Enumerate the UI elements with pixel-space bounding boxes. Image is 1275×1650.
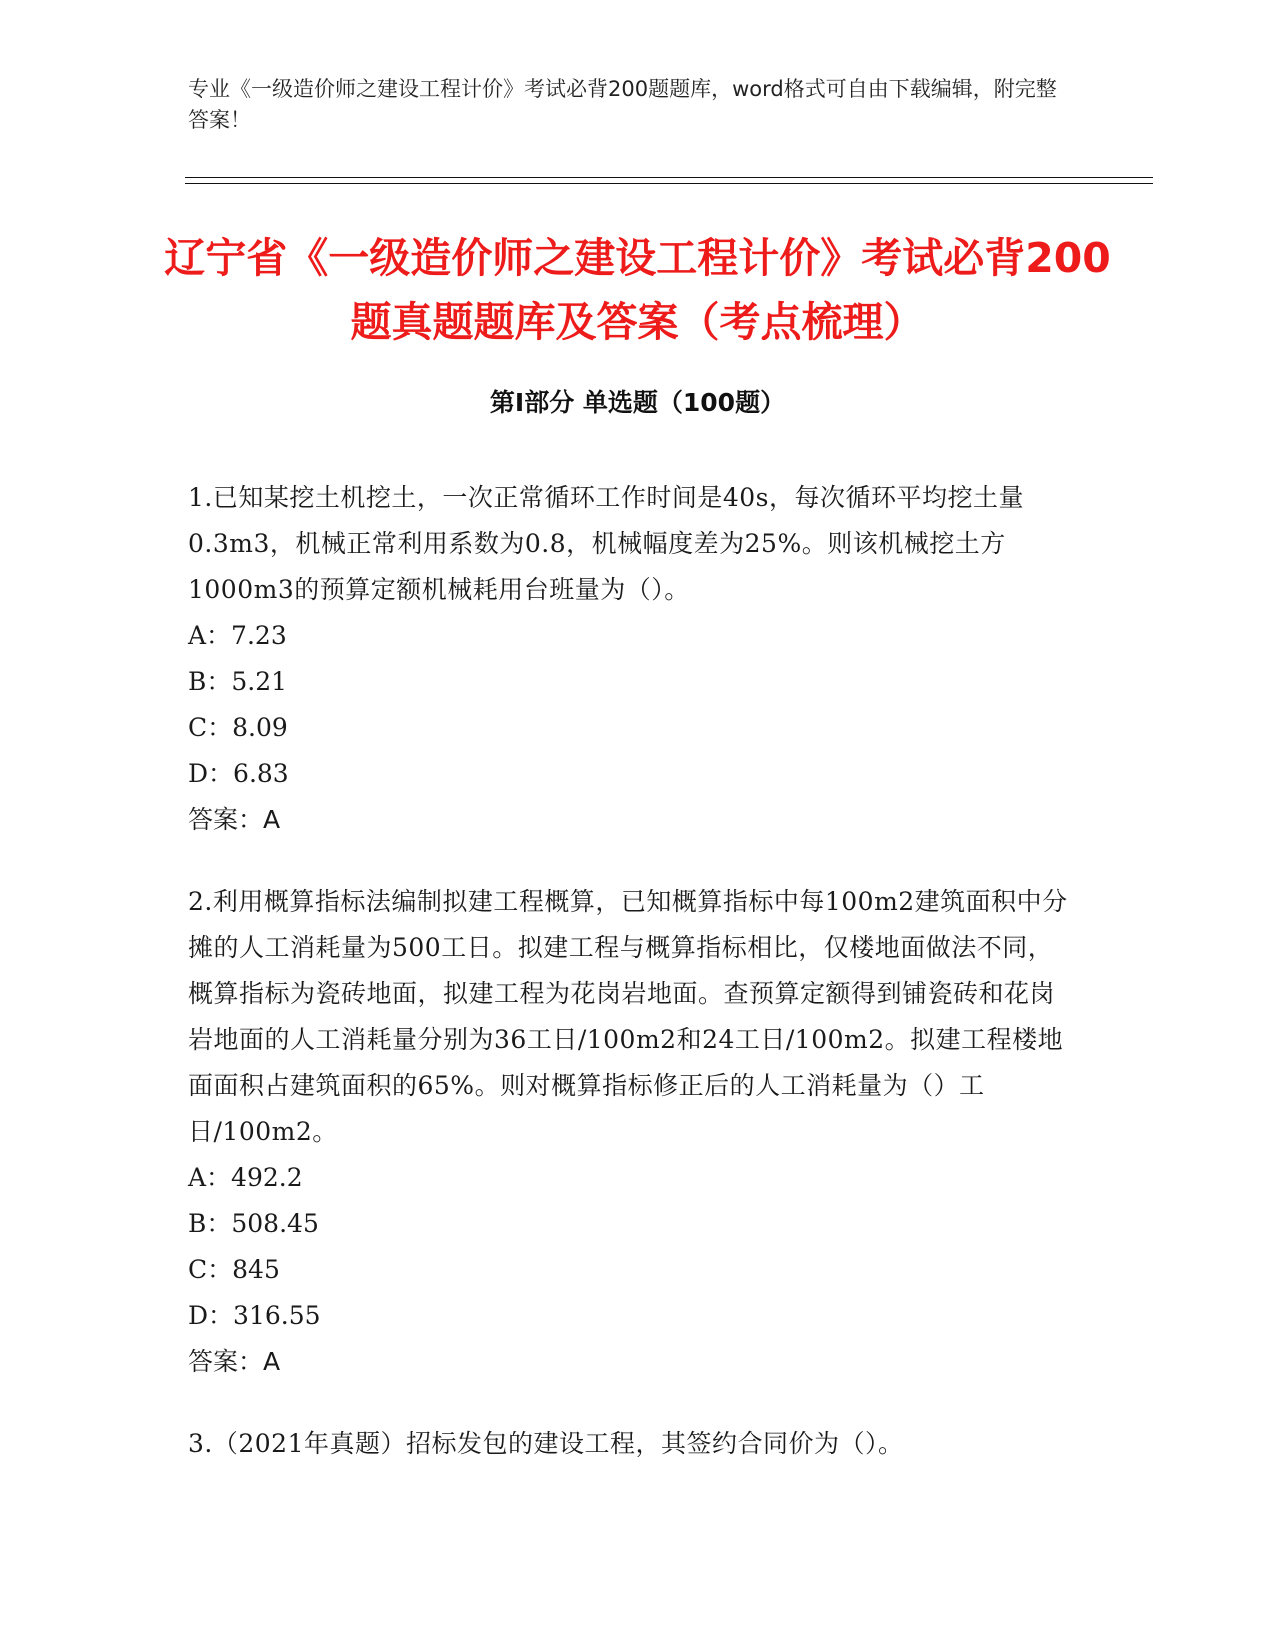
header-rule-top [185,177,1153,178]
question-stem: 1.已知某挖土机挖土，一次正常循环工作时间是40s，每次循环平均挖土量0.3m3，机械正常利用系数为0.8，机械幅度差为25%。则该机械挖土方1000m3的预算定额机械耗用台班量为（）。 [188,483,1024,604]
option-b: B：5.21 [188,667,288,696]
option-d: D：6.83 [188,759,289,788]
answer: 答案：A [188,805,281,834]
question-1 [188,475,1078,843]
question-2 [188,879,1078,1385]
question-stem: 2.利用概算指标法编制拟建工程概算，已知概算指标中每100m2建筑面积中分摊的人工消耗量为500工日。拟建工程与概算指标相比，仅楼地面做法不同，概算指标为瓷砖地面，拟建工程为花岗岩地面。查预算定额得到铺瓷砖和花岗岩地面的人工消耗量分别为36工日/100m2和24工日/100m2。拟建工程楼地面面积占建筑面积的65%。则对概算指标修正后的人工消耗量为（）工日/100m2。 [188,887,1068,1146]
document-title: 辽宁省《一级造价师之建设工程计价》考试必背200题真题题库及答案（考点梳理） [164,234,1111,346]
option-d: D：316.55 [188,1301,321,1330]
option-b: B：508.45 [188,1209,319,1238]
section-title: 第I部分 单选题（100题） [489,388,786,417]
option-a: A：492.2 [188,1163,303,1192]
option-c: C：845 [188,1255,280,1284]
answer: 答案：A [188,1347,281,1376]
header-note: 专业《一级造价师之建设工程计价》考试必背200题题库，word格式可自由下载编辑，附完整答案！ [188,77,1057,132]
option-a: A：7.23 [188,621,287,650]
option-c: C：8.09 [188,713,288,742]
question-list [188,475,1078,1503]
question-stem: 3.（2021年真题）招标发包的建设工程，其签约合同价为（）。 [188,1429,904,1458]
header-rule-bottom [185,183,1153,184]
question-3 [188,1421,1078,1467]
